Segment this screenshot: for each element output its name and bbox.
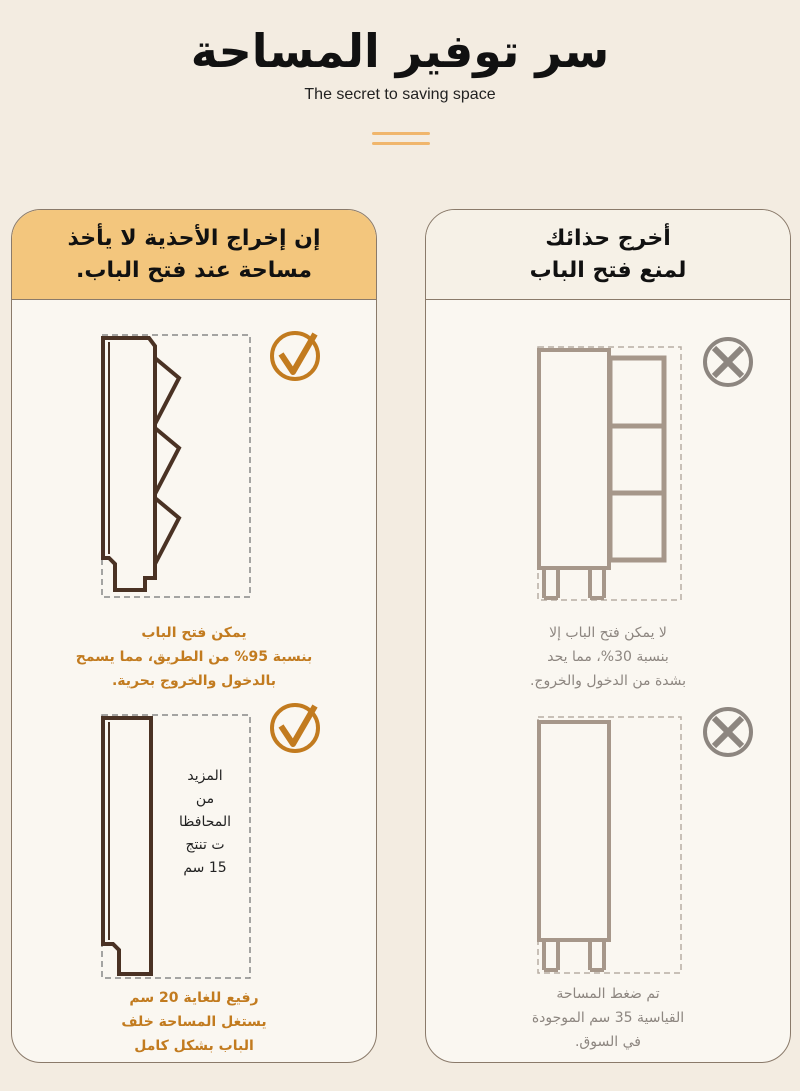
depth-note-line: من [195,791,215,807]
caption-line: تم ضغط المساحة [556,986,660,1002]
cross-badge-icon [700,704,756,760]
caption-line: بالدخول والخروج بحرية. [111,673,277,689]
decorative-line [372,132,430,135]
good-header-line: إن إخراج الأحذية لا يأخذ [67,225,321,251]
caption-line: الباب بشكل كامل [134,1038,254,1054]
bad-header-line: لمنع فتح الباب [529,257,687,283]
good-top-caption [12,621,376,693]
bulky-cabinet-open-diagram [534,342,686,604]
depth-note-line: 15 سم [183,860,227,876]
caption-line: رفيع للغاية 20 سم [129,990,259,1006]
cross-badge-icon [700,334,756,390]
caption-line: يستغل المساحة خلف [121,1014,267,1030]
caption-line: القياسية 35 سم الموجودة [531,1010,685,1026]
caption-line: بشدة من الدخول والخروج. [529,673,687,689]
caption-line: لا يمكن فتح الباب إلا [549,625,667,641]
depth-note-line: ت تنتج [185,837,225,853]
depth-note-line: المحافظا [179,814,231,830]
depth-note [162,765,248,880]
caption-line: في السوق. [574,1034,641,1050]
decorative-line [372,142,430,145]
good-comparison-card [11,209,377,1063]
bad-bottom-caption [426,982,790,1054]
checkmark-badge-icon [269,328,325,382]
page-title: سر توفير المساحة [190,24,610,78]
good-header-line: مساحة عند فتح الباب. [76,257,312,283]
checkmark-badge-icon [269,700,325,754]
caption-line: بنسبة 30%، مما يحد [547,649,669,665]
good-bottom-caption [12,986,376,1058]
bad-card-header [426,210,790,300]
caption-line: بنسبة 95% من الطريق، مما يسمح [75,649,313,665]
bad-top-caption [426,621,790,693]
bulky-cabinet-profile-diagram [534,714,686,976]
caption-line: يمكن فتح الباب [141,625,247,641]
good-card-header [12,210,376,300]
slim-cabinet-open-diagram [97,332,257,602]
bad-comparison-card [425,209,791,1063]
bad-header-line: أخرج حذائك [545,225,671,251]
depth-note-line: المزيد [187,768,223,784]
page-subtitle: The secret to saving space [304,86,496,103]
